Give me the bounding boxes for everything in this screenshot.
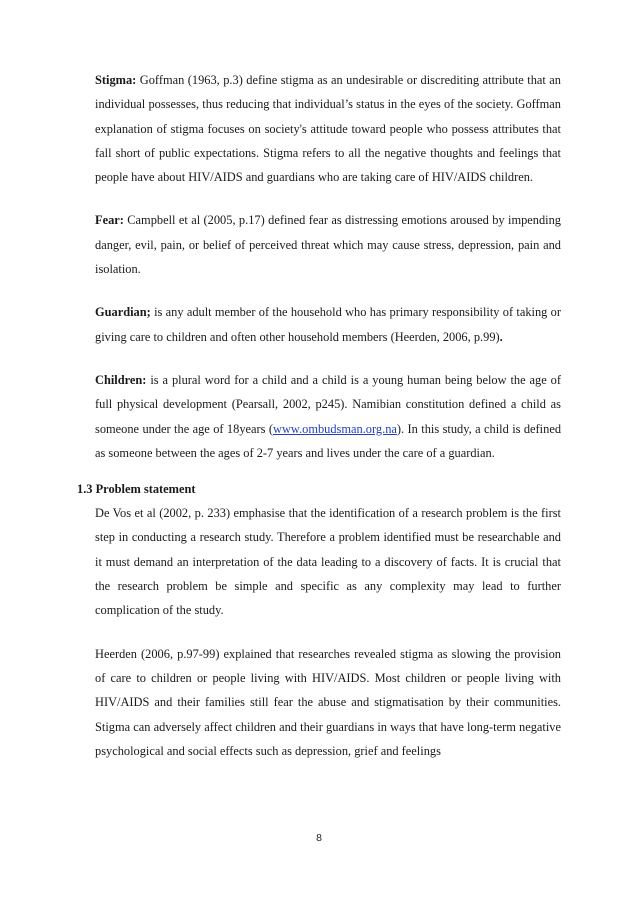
definition-children	[95, 368, 561, 465]
section-heading	[77, 477, 561, 501]
section-title: Problem statement	[95, 482, 196, 497]
definition-term: Children:	[95, 372, 147, 387]
definition-text: is a plural word for a child and a child is a young human being below the age of full physical development (Pearsall, 2002, p245). Namibian constitution defined a child as someone under the age of 18years (	[95, 372, 561, 436]
definition-text: Campbell et al (2005, p.17) defined fear as distressing emotions aroused by impending danger, evil, pain, or belief of perceived threat which may cause stress, depression, pain and isolation.	[95, 213, 561, 277]
problem-paragraph-2: Heerden (2006, p.97-99) explained that researches revealed stigma as slowing the provision of care to children or people living with HIV/AIDS. Most children or people living with HIV/AIDS and their families still fear the abuse and stigmatisation by their communities. Stigma can adversely affect children and their guardians in ways that have long-term negative psychological and social effects such as depression, grief and feelings	[95, 646, 561, 758]
ombudsman-link[interactable]: www.ombudsman.org.na	[273, 421, 397, 436]
definition-fear	[95, 208, 561, 281]
section-number: 1.3	[77, 482, 93, 497]
definition-term: Stigma:	[95, 73, 137, 87]
definition-term: Guardian;	[95, 305, 151, 320]
definition-trailing-period: .	[499, 329, 503, 344]
definition-guardian	[95, 300, 561, 349]
definition-text: is any adult member of the household who has primary responsibility of taking or giving care to children and often other household members (Heerden, 2006, p.99)	[95, 305, 561, 344]
definition-stigma	[95, 68, 561, 189]
problem-paragraph-1: De Vos et al (2002, p. 233) emphasise that the identification of a research problem is the first step in conducting a research study. Therefore a problem identified must be researchable and it must demand an interpretation of the data leading to a discovery of facts. It is crucial that the research problem be simple and specific as any complexity may lead to further complication of the study.	[95, 506, 561, 618]
page-body	[77, 68, 562, 763]
definition-text-continued: ). In this study, a child is defined as someone between the ages of 2-7 years and lives under the care of a guardian.	[95, 421, 562, 460]
definition-term: Fear:	[95, 213, 124, 228]
page-number: 8	[316, 832, 322, 844]
definition-text: Goffman (1963, p.3) define stigma as an undesirable or discrediting attribute that an individual possesses, thus reducing that individual’s status in the eyes of the society. Goffman explanation of stigma focuses on society's attitude toward people who possess attributes that fall short of public expectations. Stigma refers to all the negative thoughts and feelings that people have about HIV/AIDS and guardians who are taking care of HIV/AIDS children.	[95, 73, 561, 185]
